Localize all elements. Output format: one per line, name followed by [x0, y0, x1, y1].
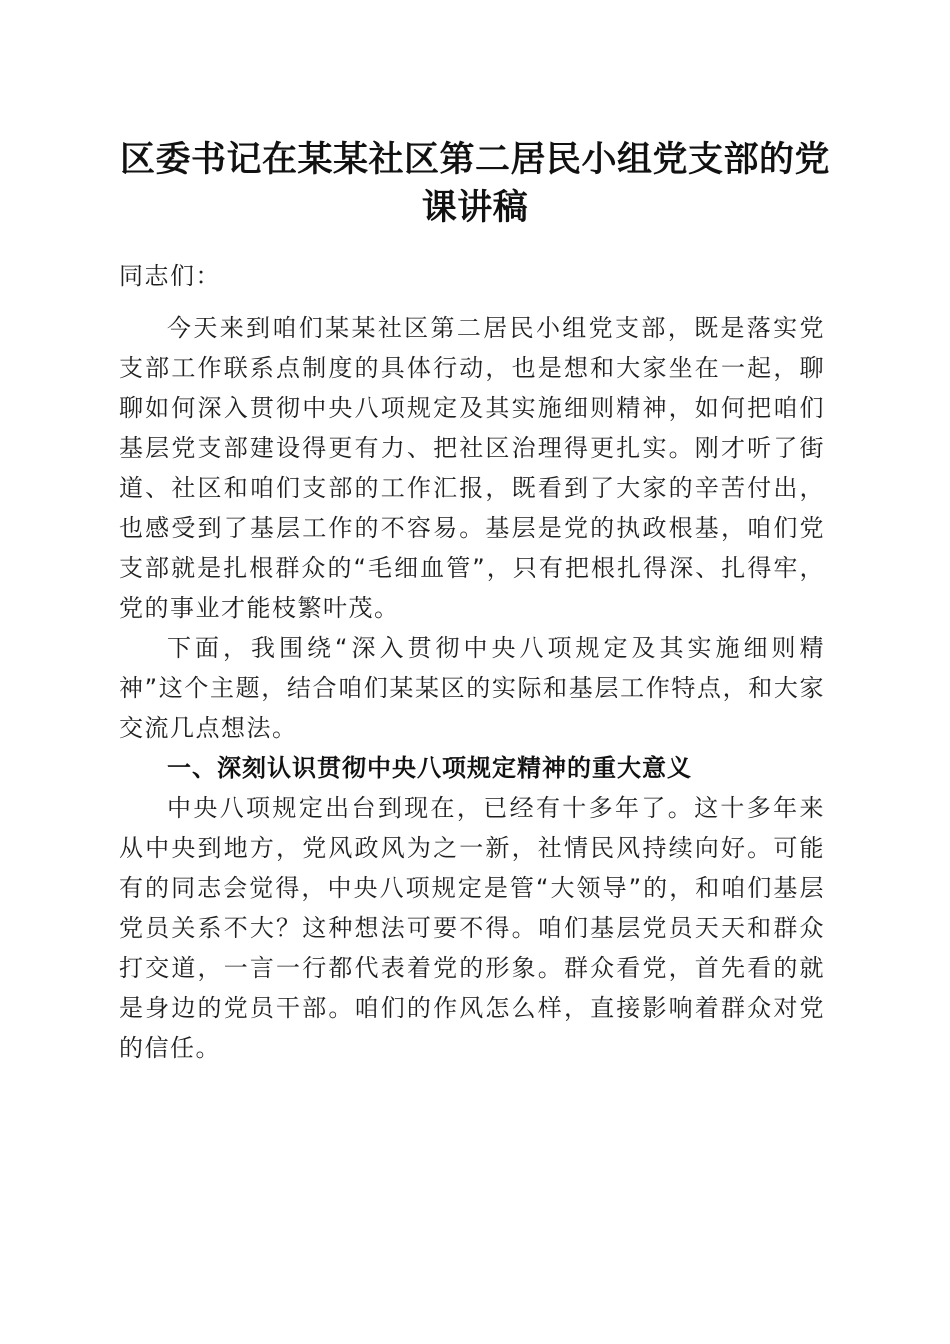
- document-title: 区委书记在某某社区第二居民小组党支部的党课讲稿: [119, 139, 830, 228]
- document-body: [119, 256, 825, 1068]
- section-paragraph: 中央八项规定出台到现在，已经有十多年了。这十多年来从中央到地方，党风政风为之一新，社情民风持续向好。可能有的同志会觉得，中央八项规定是管“大领导”的，和咱们基层党员关系不大？这种想法可要不得。咱们基层党员天天和群众打交道，一言一行都代表着党的形象。群众看党，首先看的就是身边的党员干部。咱们的作风怎么样，直接影响着群众对党的信任。: [119, 794, 825, 1062]
- section-heading: 一、深刻认识贯彻中央八项规定精神的重大意义: [167, 754, 692, 782]
- body-paragraph: 下面，我围绕“深入贯彻中央八项规定及其实施细则精神”这个主题，结合咱们某某区的实际和基层工作特点，和大家交流几点想法。: [119, 634, 825, 742]
- salutation: 同志们：: [119, 262, 221, 290]
- body-paragraph: 今天来到咱们某某社区第二居民小组党支部，既是落实党支部工作联系点制度的具体行动，也是想和大家坐在一起，聊聊如何深入贯彻中央八项规定及其实施细则精神，如何把咱们基层党支部建设得更有力、把社区治理得更扎实。刚才听了街道、社区和咱们支部的工作汇报，既看到了大家的辛苦付出，也感受到了基层工作的不容易。基层是党的执政根基，咱们党支部就是扎根群众的“毛细血管”，只有把根扎得深、扎得牢，党的事业才能枝繁叶茂。: [119, 314, 825, 622]
